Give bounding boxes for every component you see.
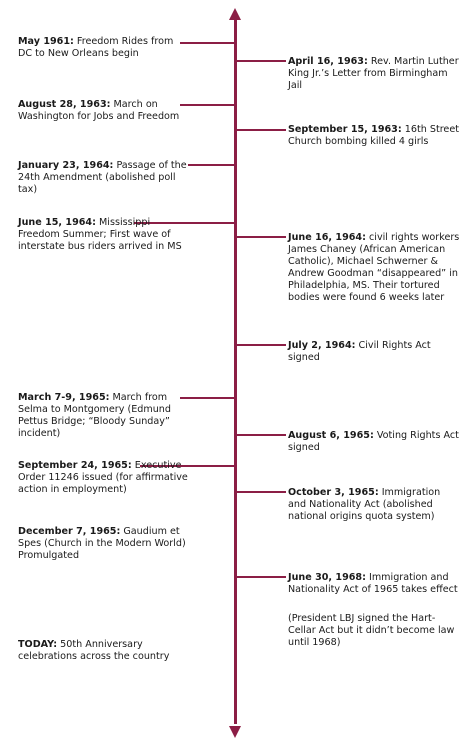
event-jul-2-1964	[288, 340, 460, 364]
connector-right-aug-1965	[236, 434, 286, 436]
event-date: June 30, 1968:	[288, 572, 366, 583]
event-dec-7-1965	[18, 526, 188, 562]
event-text: Passage of the 24th Amendment (abolished poll tax)	[18, 160, 187, 195]
event-note-1968: (President LBJ signed the Hart-Cellar Act but it didn’t become law until 1968)	[288, 613, 455, 648]
event-apr-16-1963	[288, 56, 460, 92]
event-date: September 15, 1963:	[288, 124, 402, 135]
event-date: August 28, 1963:	[18, 99, 111, 110]
event-today	[18, 639, 188, 663]
event-date: June 16, 1964:	[288, 232, 366, 243]
event-jun-30-1968	[288, 572, 460, 596]
event-aug-6-1965	[288, 430, 460, 454]
connector-left-1961	[180, 42, 235, 44]
event-date: January 23, 1964:	[18, 160, 114, 171]
event-aug-28-1963	[18, 99, 188, 123]
event-date: June 15, 1964:	[18, 217, 96, 228]
connector-right-jun-1968	[236, 576, 286, 578]
event-text: Immigration and Nationality Act of 1965 takes effect	[288, 572, 458, 595]
event-oct-3-1965	[288, 487, 460, 523]
event-text: civil rights workers James Chaney (African American Catholic), Michael Schwerner & Andrew Goodman “disappeared” in Philadelphia, MS. Their tortured bodies were found 6 weeks later	[288, 232, 460, 303]
event-text: March from Selma to Montgomery (Edmund Pettus Bridge; “Bloody Sunday” incident)	[18, 392, 171, 439]
event-text: Immigration and Nationality Act (abolished national origins quota system)	[288, 487, 441, 522]
connector-right-apr-1963	[236, 60, 286, 62]
event-text: Rev. Martin Luther King Jr.’s Letter from Birmingham Jail	[288, 56, 459, 91]
connector-right-jul-1964	[236, 344, 286, 346]
event-text: Mississippi Freedom Summer; First wave of interstate bus riders arrived in MS	[18, 217, 182, 252]
timeline-axis	[234, 18, 237, 724]
event-date: March 7-9, 1965:	[18, 392, 110, 403]
connector-left-mar-1965	[180, 397, 235, 399]
event-may-1961	[18, 36, 188, 60]
event-date: August 6, 1965:	[288, 430, 374, 441]
event-text: Freedom Rides from DC to New Orleans begin	[18, 36, 174, 59]
event-text: Civil Rights Act signed	[288, 340, 431, 363]
event-date: July 2, 1964:	[288, 340, 356, 351]
connector-right-oct-1965	[236, 491, 286, 493]
event-text: 16th Street Church bombing killed 4 girls	[288, 124, 460, 147]
event-date: December 7, 1965:	[18, 526, 121, 537]
event-text: March on Washington for Jobs and Freedom	[18, 99, 180, 122]
event-date: May 1961:	[18, 36, 74, 47]
connector-left-aug-1963	[180, 104, 235, 106]
event-mar-1965	[18, 392, 188, 440]
event-jan-23-1964	[18, 160, 188, 196]
event-sep-24-1965	[18, 460, 188, 496]
event-date: April 16, 1963:	[288, 56, 368, 67]
event-jun-15-1964	[18, 217, 188, 253]
connector-right-jun-16-1964	[236, 236, 286, 238]
event-text: Gaudium et Spes (Church in the Modern World) Promulgated	[18, 526, 186, 561]
event-text: Voting Rights Act signed	[288, 430, 459, 453]
event-text: Executive Order 11246 issued (for affirmative action in employment)	[18, 460, 188, 495]
event-date: TODAY:	[18, 639, 58, 650]
event-jun-16-1964	[288, 232, 460, 304]
arrow-up-icon	[229, 8, 241, 20]
event-sep-15-1963	[288, 124, 460, 148]
event-text: 50th Anniversary celebrations across the country	[18, 639, 170, 662]
event-date: October 3, 1965:	[288, 487, 379, 498]
event-date: September 24, 1965:	[18, 460, 132, 471]
connector-left-jan-1964	[188, 164, 235, 166]
connector-right-sep-1963	[236, 129, 286, 131]
arrow-down-icon	[229, 726, 241, 738]
